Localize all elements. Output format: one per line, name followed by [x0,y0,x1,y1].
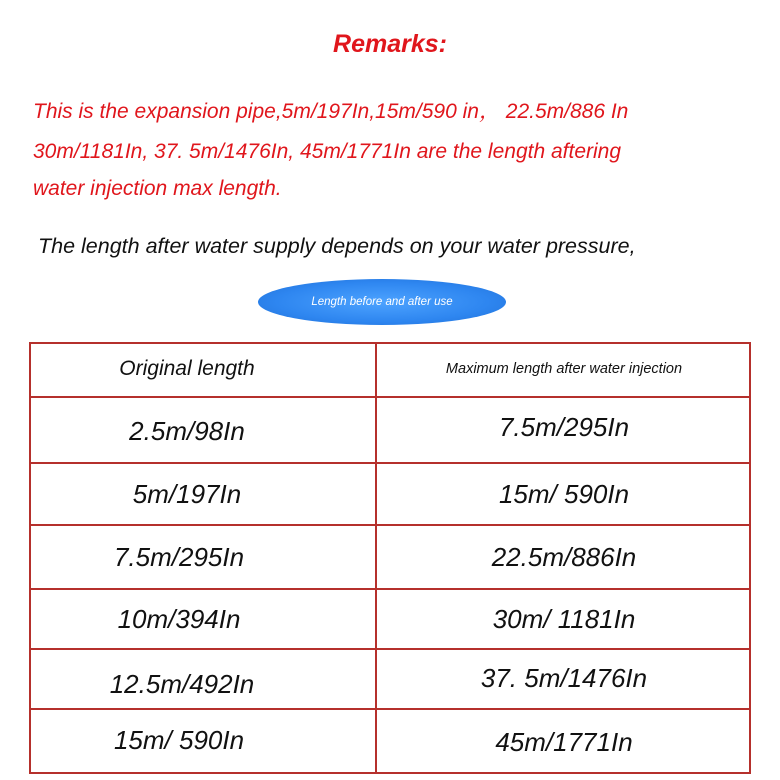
max-length-cell: 30m/ 1181In [492,603,636,634]
max-length-cell: 15m/ 590In [498,478,630,509]
max-length-cell: 37. 5m/1476In [480,662,648,693]
max-length-cell: 45m/1771In [495,726,633,757]
remark-line-3: water injection max length. [33,177,282,200]
original-length-cell: 15m/ 590In [113,724,245,755]
length-table [29,342,751,774]
remarks-title: Remarks: [333,30,447,58]
remark-line-2: 30m/1181In, 37. 5m/1476In, 45m/1771In are the length aftering [33,140,622,163]
header-max-length: Maximum length after water injection [445,361,683,377]
original-length-cell: 12.5m/492In [109,668,255,699]
water-pressure-note: The length after water supply depends on your water pressure, [38,234,636,258]
length-badge-label: Length before and after use [311,296,453,308]
original-length-cell: 5m/197In [132,478,242,509]
original-length-cell: 10m/394In [117,603,241,634]
max-length-cell: 7.5m/295In [498,411,630,442]
original-length-cell: 7.5m/295In [113,541,245,572]
original-length-cell: 2.5m/98In [129,415,245,446]
remark-line-1: This is the expansion pipe,5m/197In,15m/590 in， 22.5m/886 In [33,100,629,123]
length-badge [258,279,506,325]
max-length-cell: 22.5m/886In [491,541,637,572]
header-original-length: Original length [119,357,255,380]
